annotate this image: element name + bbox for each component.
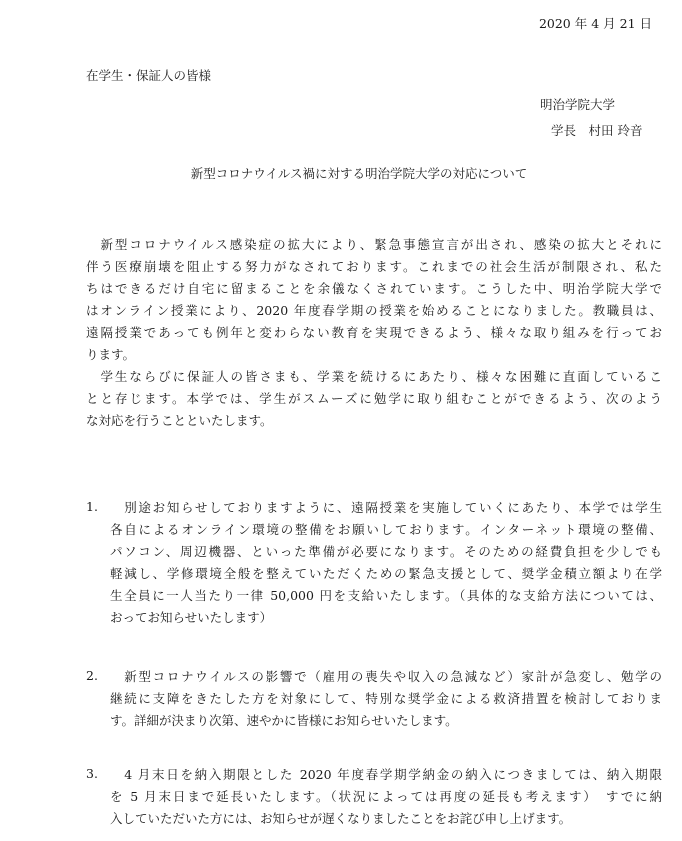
intro-line: とと存じます。本学では、学生がスムーズに勉学に取り組むことができるよう、次のよう: [86, 391, 662, 406]
intro-line: な対応を行うことといたします。: [86, 413, 273, 428]
item-line: 各自によるオンライン環境の整備をお願いしております。インターネット環境の整備、: [110, 522, 662, 537]
intro-line: 遠隔授業であっても例年と変わらない教育を実現できるよう、様々な取り組みを行ってお: [86, 325, 662, 340]
list-item-number: 1.: [86, 499, 98, 514]
item-line: を 5 月末日まで延長いたします。（状況によっては再度の延長も考えます） すでに納: [110, 789, 662, 804]
intro-line: 学生ならびに保証人の皆さまも、学業を続けるにあたり、様々な困難に直面しているこ: [86, 369, 662, 384]
item-line: 別途お知らせしておりますように、遠隔授業を実施していくにあたり、本学では学生: [110, 500, 662, 515]
sender-name: 学長 村田 玲音: [551, 123, 643, 138]
item-line: 入していただいた方には、お知らせが遅くなりましたことをお詫び申し上げます。: [110, 811, 572, 826]
sender-organization: 明治学院大学: [540, 97, 616, 112]
letter-addressee: 在学生・保証人の皆様: [86, 68, 212, 83]
item-line: 4 月末日を納入期限とした 2020 年度春学期学納金の納入につきましては、納入期限: [110, 767, 662, 782]
intro-line: はオンライン授業により、2020 年度春学期の授業を始めることになりました。教職員は、: [86, 303, 662, 318]
intro-line: ちはできるだけ自宅に留まることを余儀なくされています。こうした中、明治学院大学で: [86, 281, 662, 296]
item-line: す。詳細が決まり次第、速やかに皆様にお知らせいたします。: [110, 713, 458, 728]
item-line: 新型コロナウイルスの影響で（雇用の喪失や収入の急減など）家計が急変し、勉学の: [110, 669, 662, 684]
intro-line: 新型コロナウイルス感染症の拡大により、緊急事態宣言が出され、感染の拡大とそれに: [86, 237, 662, 252]
letter-subject: 新型コロナウイルス禍に対する明治学院大学の対応について: [190, 166, 528, 181]
list-item-number: 3.: [86, 766, 98, 781]
item-line: おってお知らせいたします）: [110, 610, 273, 625]
item-line: 継続に支障をきたした方を対象にして、特別な奨学金による救済措置を検討しておりま: [110, 691, 662, 706]
item-line: 生全員に一人当たり一律 50,000 円を支給いたします。（具体的な支給方法については、: [110, 588, 662, 603]
letter-date: 2020 年 4 月 21 日: [538, 16, 652, 31]
item-line: 軽減し、学修環境全般を整えていただくための緊急支援として、奨学金積立額より在学: [110, 566, 662, 581]
intro-line: 伴う医療崩壊を阻止する努力がなされております。これまでの社会生活が制限され、私た: [86, 259, 662, 274]
item-line: パソコン、周辺機器、といった準備が必要になります。そのための経費負担を少しでも: [110, 544, 662, 559]
intro-line: ります。: [86, 347, 136, 362]
list-item-number: 2.: [86, 668, 98, 683]
